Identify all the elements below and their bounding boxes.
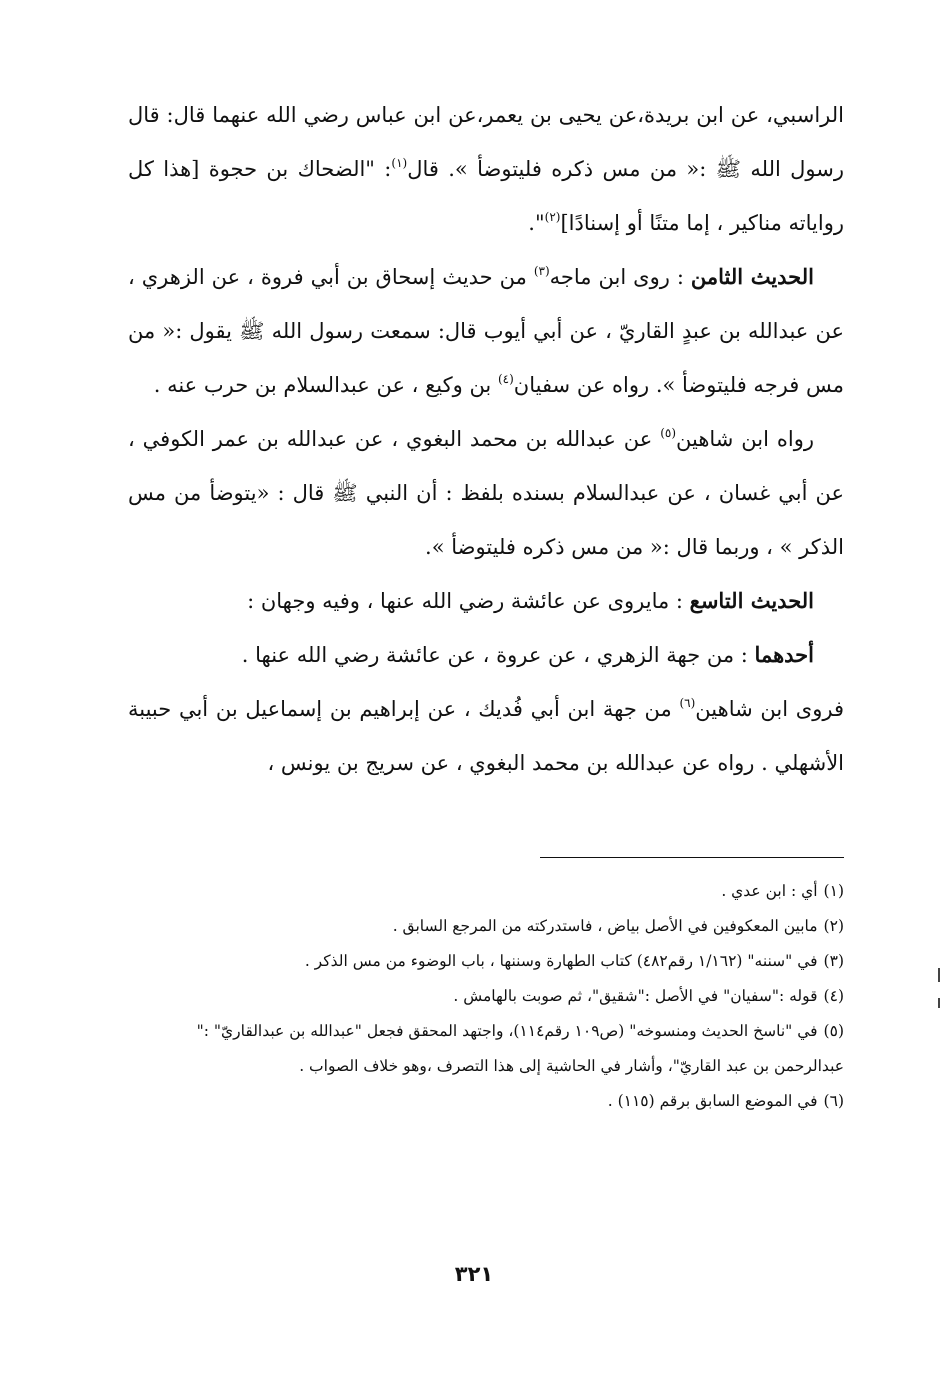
- footnote-number: (٦): [823, 1092, 844, 1110]
- paragraph-1: [128, 88, 844, 250]
- hadith-9-text: : مايروى عن عائشة رضي الله عنها ، وفيه وجهان :: [247, 589, 690, 613]
- hadith-9-label: الحديث التاسع: [689, 588, 814, 613]
- hadith-8-text-c: بن وكيع ، عن عبدالسلام بن حرب عنه .: [153, 373, 498, 397]
- hadith-8-text-b: من حديث إسحاق بن أبي فروة ، عن الزهري ، عن عبدالله بن عبدٍ القاريّ ، عن أبي أيوب قال: سمعت رسول الله ﷺ يقول :« من مس فرجه فليتوضأ ». رواه عن سفيان: [128, 265, 844, 397]
- paragraph-1-text-c: ".: [528, 211, 545, 235]
- paragraph-6: [128, 682, 844, 790]
- footnote-4: [128, 979, 844, 1014]
- paragraph-3-text-a: رواه ابن شاهين: [676, 427, 814, 451]
- paragraph-3: [128, 412, 844, 574]
- scan-speck-decoration: [928, 960, 948, 1040]
- first-aspect-text: : من جهة الزهري ، عن عروة ، عن عائشة رضي الله عنها .: [241, 643, 755, 667]
- first-aspect-label: أحدهما: [754, 642, 814, 667]
- footnote-text: في "سننه" (١/١٦٢ رقم٤٨٢) كتاب الطهارة وسننها ، باب الوضوء من مس الذكر .: [304, 952, 818, 970]
- footnote-number: (٥): [823, 1022, 844, 1040]
- footnote-6: [128, 1084, 844, 1119]
- footnote-text: في الموضع السابق برقم (١١٥) .: [607, 1092, 818, 1110]
- footnote-text: قوله :"سفيان" في الأصل :"شقيق"، ثم صوبت بالهامش .: [453, 987, 818, 1005]
- footnote-text: في "ناسخ الحديث ومنسوخه" (ص١٠٩ رقم١١٤)، واجتهد المحقق فجعل "عبدالله بن عبدالقاريّ" :" عبدالرحمن بن عبد القاريّ"، وأشار في الحاشية إلى هذا التصرف ،وهو خلاف الصواب .: [196, 1022, 844, 1075]
- footnote-ref-5[interactable]: (٥): [660, 426, 677, 440]
- main-text: [128, 88, 844, 790]
- footnote-text: مابين المعكوفين في الأصل بياض ، فاستدركته من المرجع السابق .: [392, 917, 818, 935]
- paragraph-1-text-b: : "الضحاك بن حجوة [هذا كل رواياته مناكير ، إما متنًا أو إسنادًا]: [128, 157, 844, 235]
- footnote-5: [128, 1014, 844, 1084]
- footnote-3: [128, 944, 844, 979]
- hadith-8-text-a: : روى ابن ماجه: [549, 265, 691, 289]
- paragraph-6-text-b: من جهة ابن أبي فُديك ، عن إبراهيم بن إسماعيل بن أبي حبيبة الأشهلي . رواه عن عبدالله بن محمد البغوي ، عن سريج بن يونس ،: [128, 697, 844, 775]
- footnote-number: (٢): [823, 917, 844, 935]
- paragraph-3-text-b: عن عبدالله بن محمد البغوي ، عن عبدالله بن عمر الكوفي ، عن أبي غسان ، عن عبدالسلام بسنده بلفظ : أن النبي ﷺ قال : «يتوضأ من مس الذكر » ، وربما قال :« من مس ذكره فليتوضأ ».: [128, 427, 844, 559]
- footnote-ref-4[interactable]: (٤): [497, 372, 514, 386]
- footnote-2: [128, 909, 844, 944]
- footnote-number: (٣): [823, 952, 844, 970]
- paragraph-hadith-8: [128, 250, 844, 412]
- footnote-ref-3[interactable]: (٣): [533, 264, 550, 278]
- paragraph-6-text-a: فروى ابن شاهين: [695, 697, 844, 721]
- footnotes: [128, 874, 844, 1119]
- paragraph-first-aspect: [128, 628, 844, 682]
- footnote-text: أي : ابن عدي .: [721, 882, 818, 900]
- footnote-1: [128, 874, 844, 909]
- hadith-8-label: الحديث الثامن: [690, 264, 814, 289]
- footnote-ref-1[interactable]: (١): [391, 156, 408, 170]
- paragraph-1-text: الراسبي، عن ابن بريدة،عن يحيى بن يعمر،عن ابن عباس رضي الله عنهما قال: قال رسول الله ﷺ :« من مس ذكره فليتوضأ ». قال: [128, 103, 845, 181]
- footnote-number: (١): [823, 882, 844, 900]
- footnote-number: (٤): [823, 987, 844, 1005]
- footnote-ref-2[interactable]: (٢): [544, 210, 561, 224]
- footnote-divider: [540, 857, 844, 858]
- footnote-ref-6[interactable]: (٦): [679, 696, 696, 710]
- page-number: ٣٢١: [454, 1262, 494, 1286]
- paragraph-hadith-9: [128, 574, 844, 628]
